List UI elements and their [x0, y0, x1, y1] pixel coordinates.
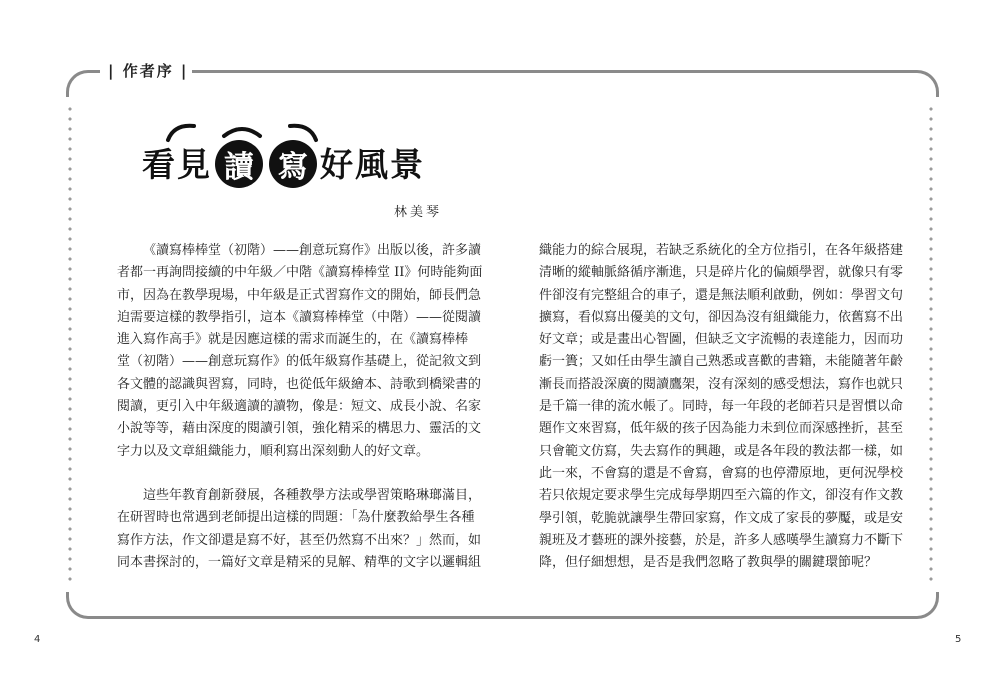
text-line: 降，但仔細想想，是否是我們忽略了教與學的關鍵環節呢？ — [539, 555, 878, 571]
paragraph-2 — [117, 485, 482, 574]
paragraph-3 — [539, 240, 904, 574]
text-line: 同本書探討的，一篇好文章是精采的見解、精準的文字以邏輯組 — [117, 554, 482, 570]
text-line: 漸長而搭設深廣的閱讀鷹架，沒有深刻的感受想法，寫作也就只 — [539, 376, 904, 392]
text-line: 這些年教育創新發展，各種教學方法或學習策略琳瑯滿目， — [117, 488, 482, 503]
text-line: 者都一再詢問接續的中年級／中階《讀寫棒棒堂 II》何時能夠面 — [117, 265, 483, 281]
text-line: 《讀寫棒棒堂（初階）——創意玩寫作》出版以後，許多讀 — [143, 243, 482, 258]
page-number-left: 4 — [34, 634, 41, 645]
frame-top-line — [90, 70, 100, 73]
frame-dotted-right — [929, 104, 933, 582]
text-line: 小說等等，藉由深度的閱讀引領，強化精采的構思力、靈活的文 — [117, 421, 482, 437]
text-line: 迫需要這樣的教學指引，這本《讀寫棒棒堂（中階）——從閱讀 — [117, 309, 482, 325]
title-text-before: 看見 — [142, 144, 212, 184]
frame-corner-bottom-right — [912, 592, 939, 619]
text-line: 擴寫，看似寫出優美的文句，卻因為沒有組織能力，依舊寫不出 — [539, 309, 904, 325]
page-number-right: 5 — [955, 634, 962, 645]
text-line: 閱讀，更引入中年級適讀的讀物，像是：短文、成長小說、名家 — [117, 399, 482, 415]
text-line: 各文體的認識與習寫，同時，也從低年級繪本、詩歌到橋梁書的 — [117, 376, 482, 392]
text-line: 寫作方法，作文卻還是寫不好，甚至仍然寫不出來？」然而，如 — [117, 532, 482, 548]
text-line: 只會範文仿寫，失去寫作的興趣，或是各年段的教法都一樣，如 — [539, 443, 904, 459]
text-line: 虧一簣；又如任由學生讀自己熟悉或喜歡的書籍，未能隨著年齡 — [539, 354, 904, 370]
paragraph-1 — [117, 240, 483, 463]
frame-top-line — [190, 70, 912, 73]
text-line: 進入寫作高手》就是因應這樣的需求而誕生的，在《讀寫棒棒 — [117, 332, 469, 348]
text-line: 件卻沒有完整組合的車子，還是無法順利啟動，例如：學習文句 — [539, 287, 904, 303]
title-text-after: 好風景 — [320, 144, 425, 184]
text-line: 此一來，不會寫的還是不會寫，會寫的也停滯原地，更何況學校 — [539, 465, 904, 481]
text-line: 題作文來習寫，低年級的孩子因為能力未到位而深感挫折，甚至 — [539, 421, 904, 437]
title-lens-write: 寫 — [269, 140, 317, 188]
title-lens-read: 讀 — [215, 140, 263, 188]
text-line: 若只依規定要求學生完成每學期四至六篇的作文，卻沒有作文教 — [539, 488, 904, 504]
text-line: 市，因為在教學現場，中年級是正式習寫作文的開始，師長們急 — [117, 287, 482, 303]
frame-corner-top-right — [912, 70, 939, 97]
frame-corner-top-left — [66, 70, 93, 97]
text-line: 堂（初階）——創意玩寫作》的低年級寫作基礎上，從記敘文到 — [117, 354, 482, 370]
text-line: 是千篇一律的流水帳了。同時，每一年段的老師若只是習慣以命 — [539, 399, 904, 415]
frame-dotted-left — [68, 104, 72, 582]
text-line: 親班及才藝班的課外接藝，於是，許多人感嘆學生讀寫力不斷下 — [539, 532, 904, 548]
text-line: 織能力的綜合展現，若缺乏系統化的全方位指引，在各年級搭建 — [539, 243, 904, 258]
frame-corner-bottom-left — [66, 592, 93, 619]
text-line: 清晰的縱軸脈絡循序漸進，只是碎片化的偏頗學習，就像只有零 — [539, 265, 904, 281]
author-name: 林美琴 — [394, 205, 443, 220]
page-title — [142, 136, 425, 192]
text-line: 字力以及文章組織能力，順利寫出深刻動人的好文章。 — [117, 443, 430, 459]
text-line: 學引領，乾脆就讓學生帶回家寫，作文成了家長的夢魘，或是安 — [539, 510, 904, 526]
section-label: | 作者序 | — [104, 60, 192, 81]
frame-bottom-line — [90, 616, 912, 619]
text-line: 在研習時也常遇到老師提出這樣的問題：「為什麼教給學生各種 — [117, 510, 475, 526]
text-line: 好文章；或是畫出心智圖，但缺乏文字流暢的表達能力，因而功 — [539, 332, 904, 348]
